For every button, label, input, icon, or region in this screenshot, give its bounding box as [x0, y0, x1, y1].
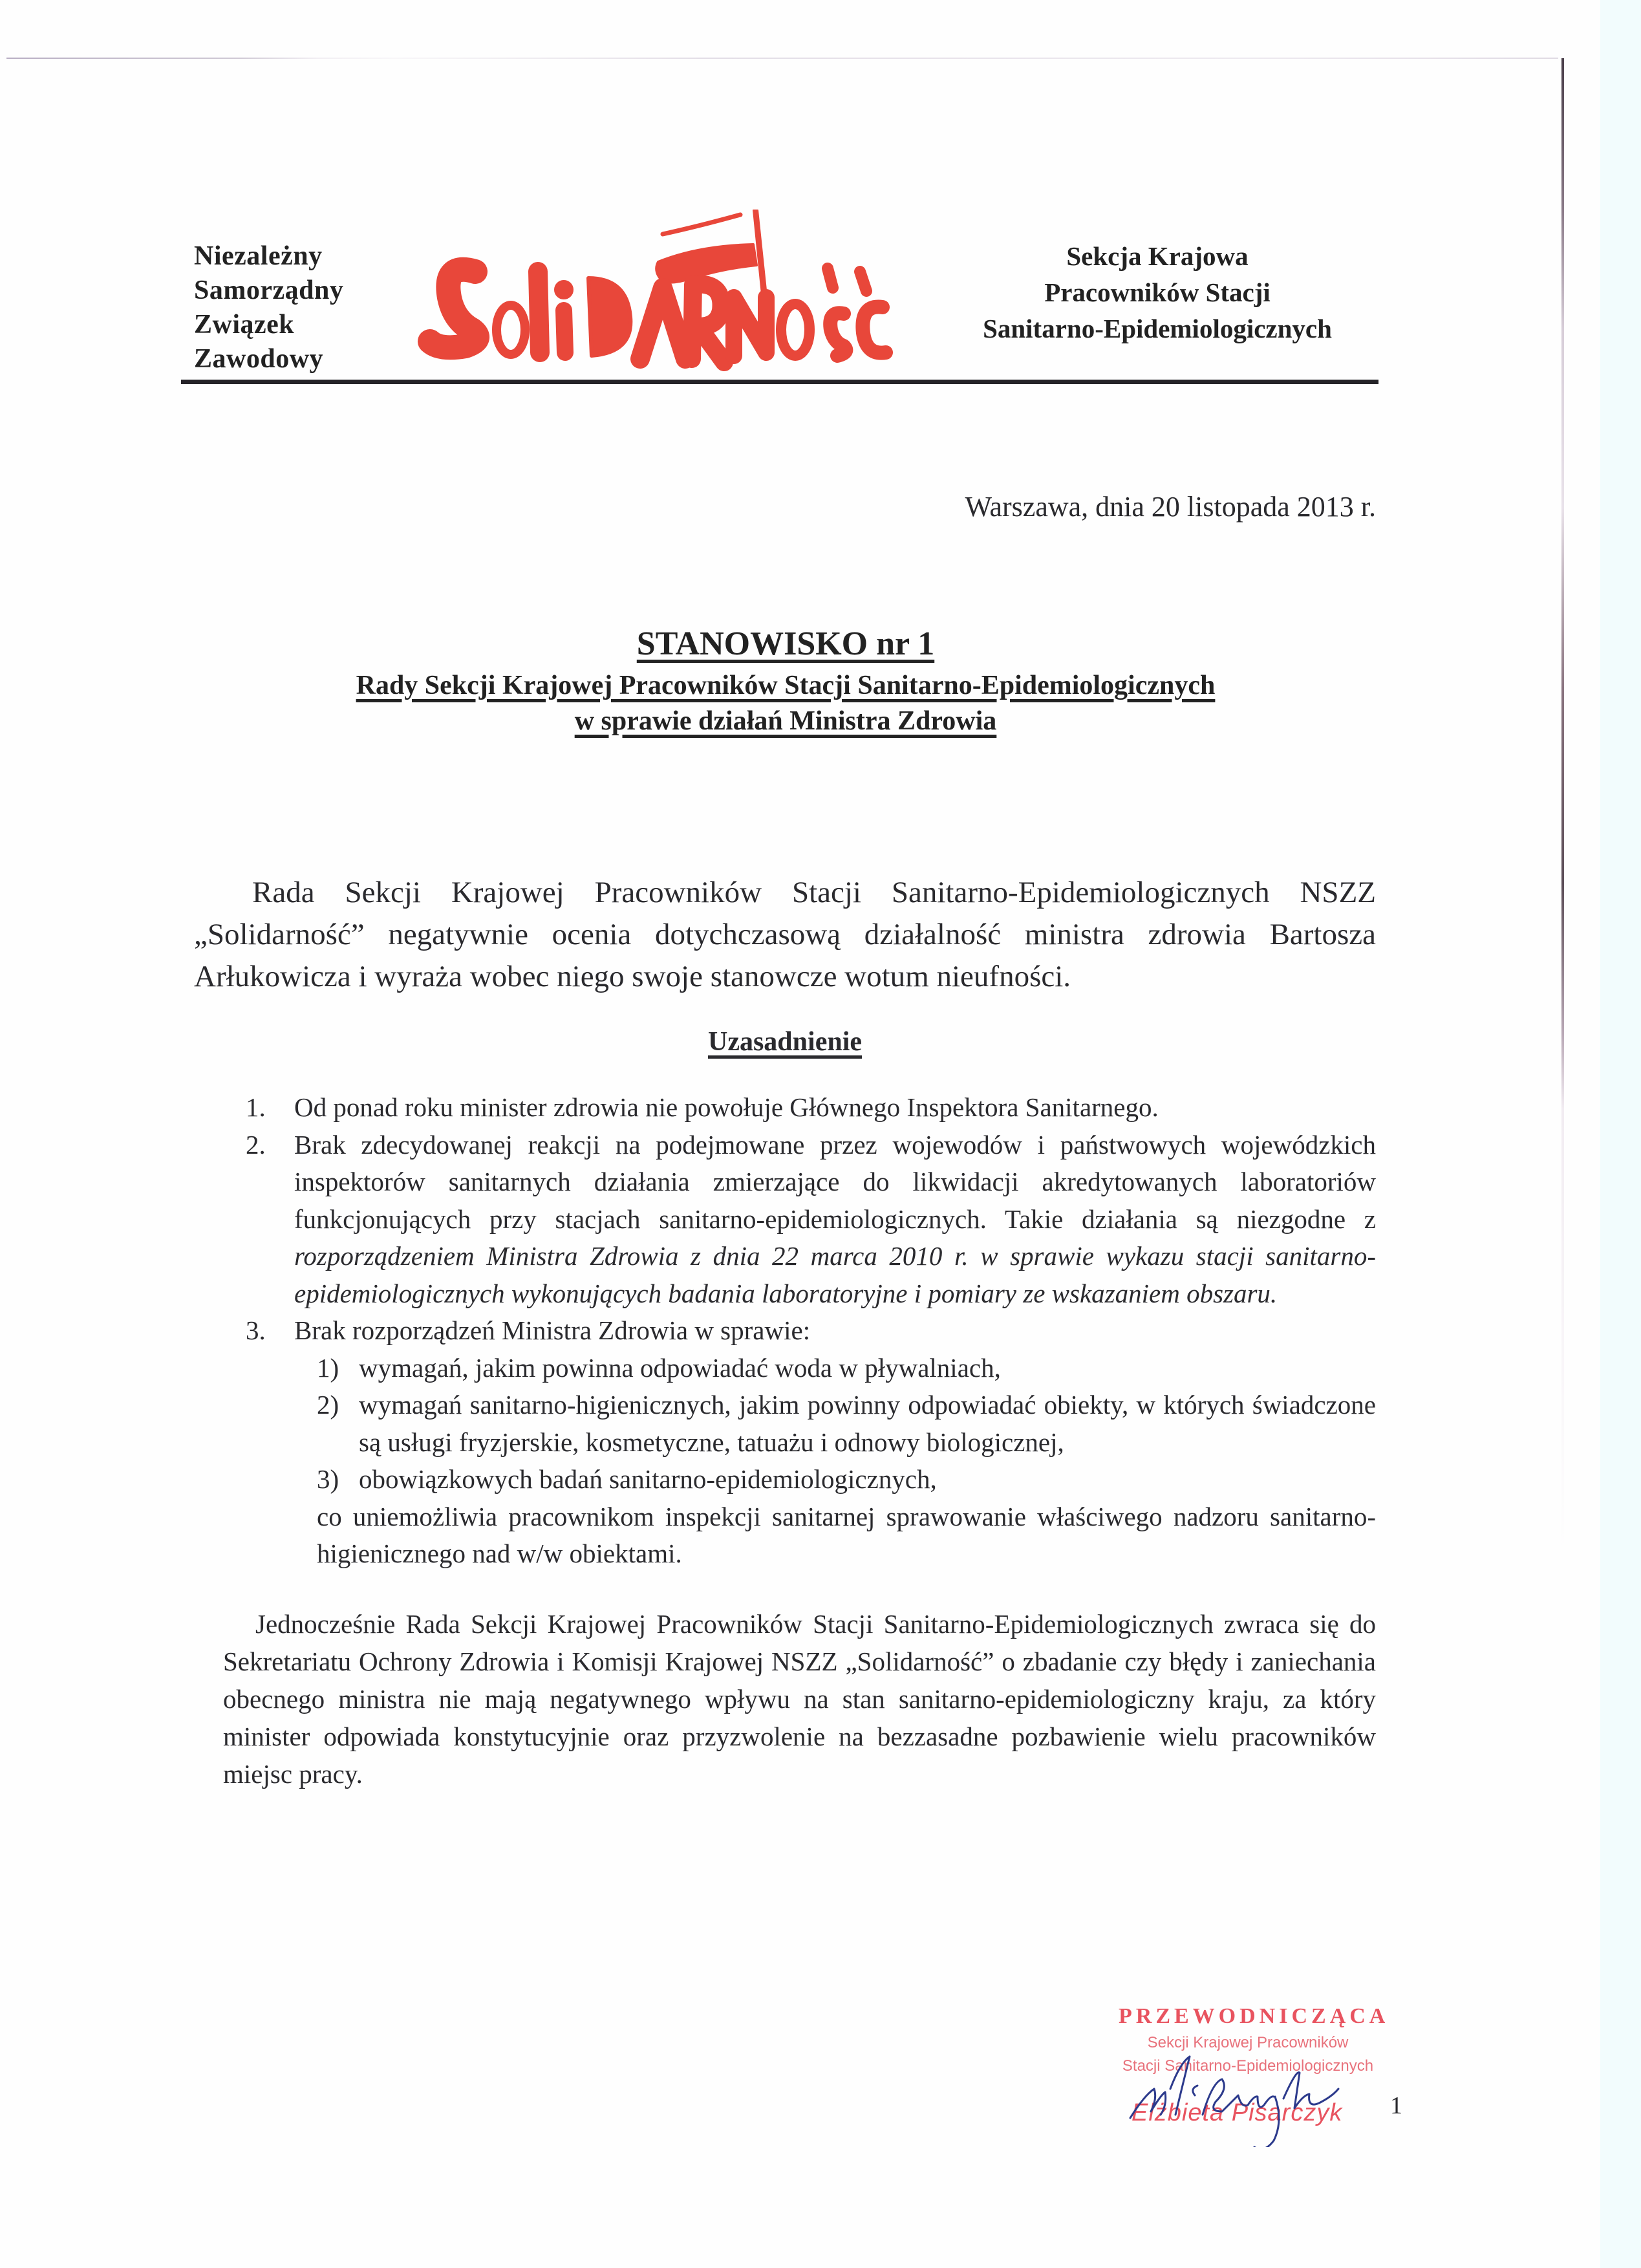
sub-list-text: obowiązkowych badań sanitarno-epidemiologicznych,	[359, 1464, 937, 1494]
sub-list-item	[194, 1350, 1376, 1387]
section-name-line: Pracowników Stacji	[1044, 277, 1271, 307]
logo-letter-i-dot	[555, 281, 573, 299]
sub-list-text: wymagań sanitarno-higienicznych, jakim powinny odpowiadać obiekty, w których świadczone są usługi fryzjerskie, kosmetyczne, tatuażu i odnowy biologicznej,	[359, 1390, 1376, 1457]
intro-paragraph: Rada Sekcji Krajowej Pracowników Stacji Sanitarno-Epidemiologicznych NSZZ „Solidarność” negatywnie ocenia dotychczasową działalność ministra zdrowia Bartosza Arłukowicza i wyraża wobec niego swoje stanowcze wotum nieufności.	[194, 876, 1376, 993]
title-main: STANOWISKO nr 1	[636, 625, 935, 662]
justification-heading-text: Uzasadnienie	[707, 1027, 862, 1057]
solidarnosc-logo	[414, 200, 918, 375]
list-item	[194, 1312, 1376, 1350]
list-text: Brak zdecydowanej reakcji na podejmowane przez wojewodów i państwowych wojewódzkich inspektorów sanitarnych działania zmierzające do likwidacji akredytowanych laboratoriów funkcjonujących przy stacjach sanitarno-epidemiologicznych. Takie działania są niezgodne z	[294, 1129, 1376, 1234]
document-date: Warszawa, dnia 20 listopada 2013 r.	[965, 491, 1376, 523]
list-conclusion: co uniemożliwia pracownikom inspekcji sanitarnej sprawowanie właściwego nadzoru sanitarno-higienicznego nad w/w obiektami.	[317, 1501, 1376, 1568]
logo-letter-s2	[830, 313, 846, 356]
justification-list	[194, 1089, 1376, 1573]
union-name-line: Związek	[194, 310, 295, 340]
page-number: 1	[1390, 2092, 1402, 2119]
list-text: Brak rozporządzeń Ministra Zdrowia w sprawie:	[294, 1315, 811, 1345]
scan-artifact-top-line	[6, 58, 1558, 59]
scan-edge-tint	[1600, 0, 1641, 2268]
document-body	[194, 872, 1376, 1793]
official-stamp	[1073, 1979, 1435, 2147]
list-number: 1.	[246, 1092, 266, 1122]
sub-list-item	[194, 1387, 1376, 1461]
sub-list-number: 1)	[317, 1352, 339, 1383]
handwritten-signature	[1125, 2050, 1358, 2147]
sub-list-item	[194, 1461, 1376, 1498]
list-item	[194, 1089, 1376, 1127]
logo-letter-o	[497, 305, 525, 354]
letterhead-divider	[181, 380, 1378, 384]
logo-accent	[860, 272, 866, 291]
list-item	[194, 1127, 1376, 1313]
subtitle-line: Rady Sekcji Krajowej Pracowników Stacji Sanitarno-Epidemiologicznych	[356, 671, 1216, 700]
logo-letter-n	[734, 297, 766, 356]
sub-list-number: 3)	[317, 1464, 339, 1494]
stamp-signatory-name: Elżbieta Pisarczyk	[1132, 2099, 1343, 2126]
logo-letter-l	[538, 272, 540, 352]
stamp-title: PRZEWODNICZĄCA	[1119, 2004, 1389, 2028]
logo-letter-a	[640, 288, 685, 359]
scan-artifact-right-line	[1561, 58, 1564, 1559]
union-name-line: Niezależny	[194, 241, 323, 271]
union-name-line: Samorządny	[194, 275, 344, 305]
list-number: 2.	[246, 1129, 266, 1160]
justification-heading	[194, 1024, 1376, 1060]
document-subtitle	[194, 669, 1377, 702]
stamp-line: Stacji Sanitarno-Epidemiologicznych	[1122, 2057, 1374, 2075]
union-name-block	[194, 239, 343, 376]
section-name-line: Sekcja Krajowa	[1066, 241, 1249, 271]
list-number: 3.	[246, 1315, 266, 1345]
logo-flag-streak	[663, 215, 740, 234]
section-name-block	[931, 238, 1384, 347]
closing-paragraph: Jednocześnie Rada Sekcji Krajowej Pracowników Stacji Sanitarno-Epidemiologicznych zwraca się do Sekretariatu Ochrony Zdrowia i Komisji Krajowej NSZZ „Solidarność” o zbadanie czy błędy i zaniechania obecnego ministra nie mają negatywnego wpływu na stan sanitarno-epidemiologiczny kraju, za który minister odpowiada konstytucyjnie oraz przyzwolenie na bezzasadne pozbawienie wielu pracowników miejsc pracy.	[223, 1608, 1376, 1789]
document-title	[194, 624, 1377, 664]
logo-letter-i	[564, 310, 565, 352]
section-name-line: Sanitarno-Epidemiologicznych	[983, 314, 1332, 343]
stamp-line: Sekcji Krajowej Pracowników	[1147, 2034, 1349, 2051]
union-name-line: Zawodowy	[194, 344, 324, 374]
regulation-citation: rozporządzeniem Ministra Zdrowia z dnia 22 marca 2010 r. w sprawie wykazu stacji sanitarno-epidemiologicznych wykonujących badania laboratoryjne i pomiary ze wskazaniem obszaru.	[294, 1241, 1376, 1308]
logo-letter-s	[430, 270, 477, 348]
document-subtitle	[194, 705, 1377, 737]
logo-letter-c	[863, 307, 886, 353]
logo-letter-o2	[781, 304, 810, 356]
logo-letter-r	[692, 285, 724, 363]
subtitle-line: w sprawie działań Ministra Zdrowia	[574, 706, 997, 736]
logo-letter-d	[588, 278, 630, 356]
logo-accent	[828, 268, 833, 288]
sub-list-number: 2)	[317, 1390, 339, 1420]
list-text: Od ponad roku minister zdrowia nie powołuje Głównego Inspektora Sanitarnego.	[294, 1092, 1159, 1122]
sub-list-text: wymagań, jakim powinna odpowiadać woda w pływalniach,	[359, 1352, 1001, 1383]
